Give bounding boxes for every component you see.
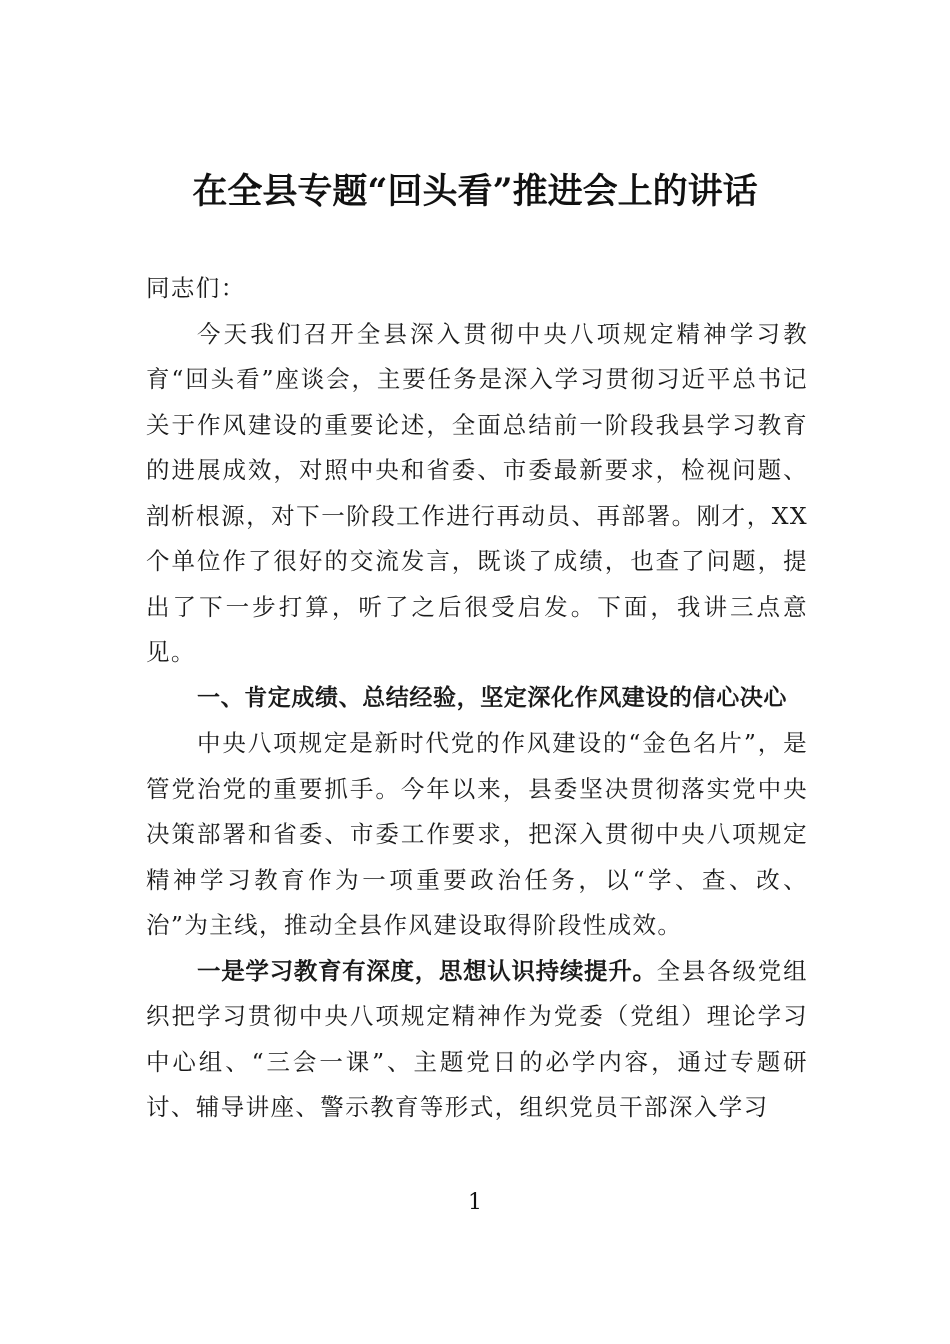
point-one-lead: 一是学习教育有深度，思想认识持续提升。 [197, 956, 657, 985]
page-number: 1 [468, 1190, 482, 1215]
salutation: 同志们： [146, 274, 246, 302]
document-title: 在全县专题“回头看”推进会上的讲话 [192, 171, 758, 212]
intro-paragraph: 今天我们召开全县深入贯彻中央八项规定精神学习教育“回头看”座谈会，主要任务是深入学习贯彻习近平总书记关于作风建设的重要论述，全面总结前一阶段我县学习教育的进展成效，对照中央和省委、市委最新要求，检视问题、剖析根源，对下一阶段工作进行再动员、再部署。刚才，XX个单位作了很好的交流发言，既谈了成绩，也查了问题，提出了下一步打算，听了之后很受启发。下面，我讲三点意见。 [146, 319, 808, 666]
point-one-text: 全县各级党组织把学习贯彻中央八项规定精神作为党委（党组）理论学习中心组、“三会一课”、主题党日的必学内容，通过专题研讨、辅导讲座、警示教育等形式，组织党员干部深入学习 [146, 956, 808, 1121]
document-body [146, 266, 808, 1131]
section-paragraph: 中央八项规定是新时代党的作风建设的“金色名片”，是管党治党的重要抓手。今年以来，县委坚决贯彻落实党中央决策部署和省委、市委工作要求，把深入贯彻中央八项规定精神学习教育作为一项重要政治任务，以“学、查、改、治”为主线，推动全县作风建设取得阶段性成效。 [146, 729, 808, 939]
section-heading: 一、肯定成绩、总结经验，坚定深化作风建设的信心决心 [197, 684, 787, 711]
point-one-paragraph [146, 949, 808, 1131]
